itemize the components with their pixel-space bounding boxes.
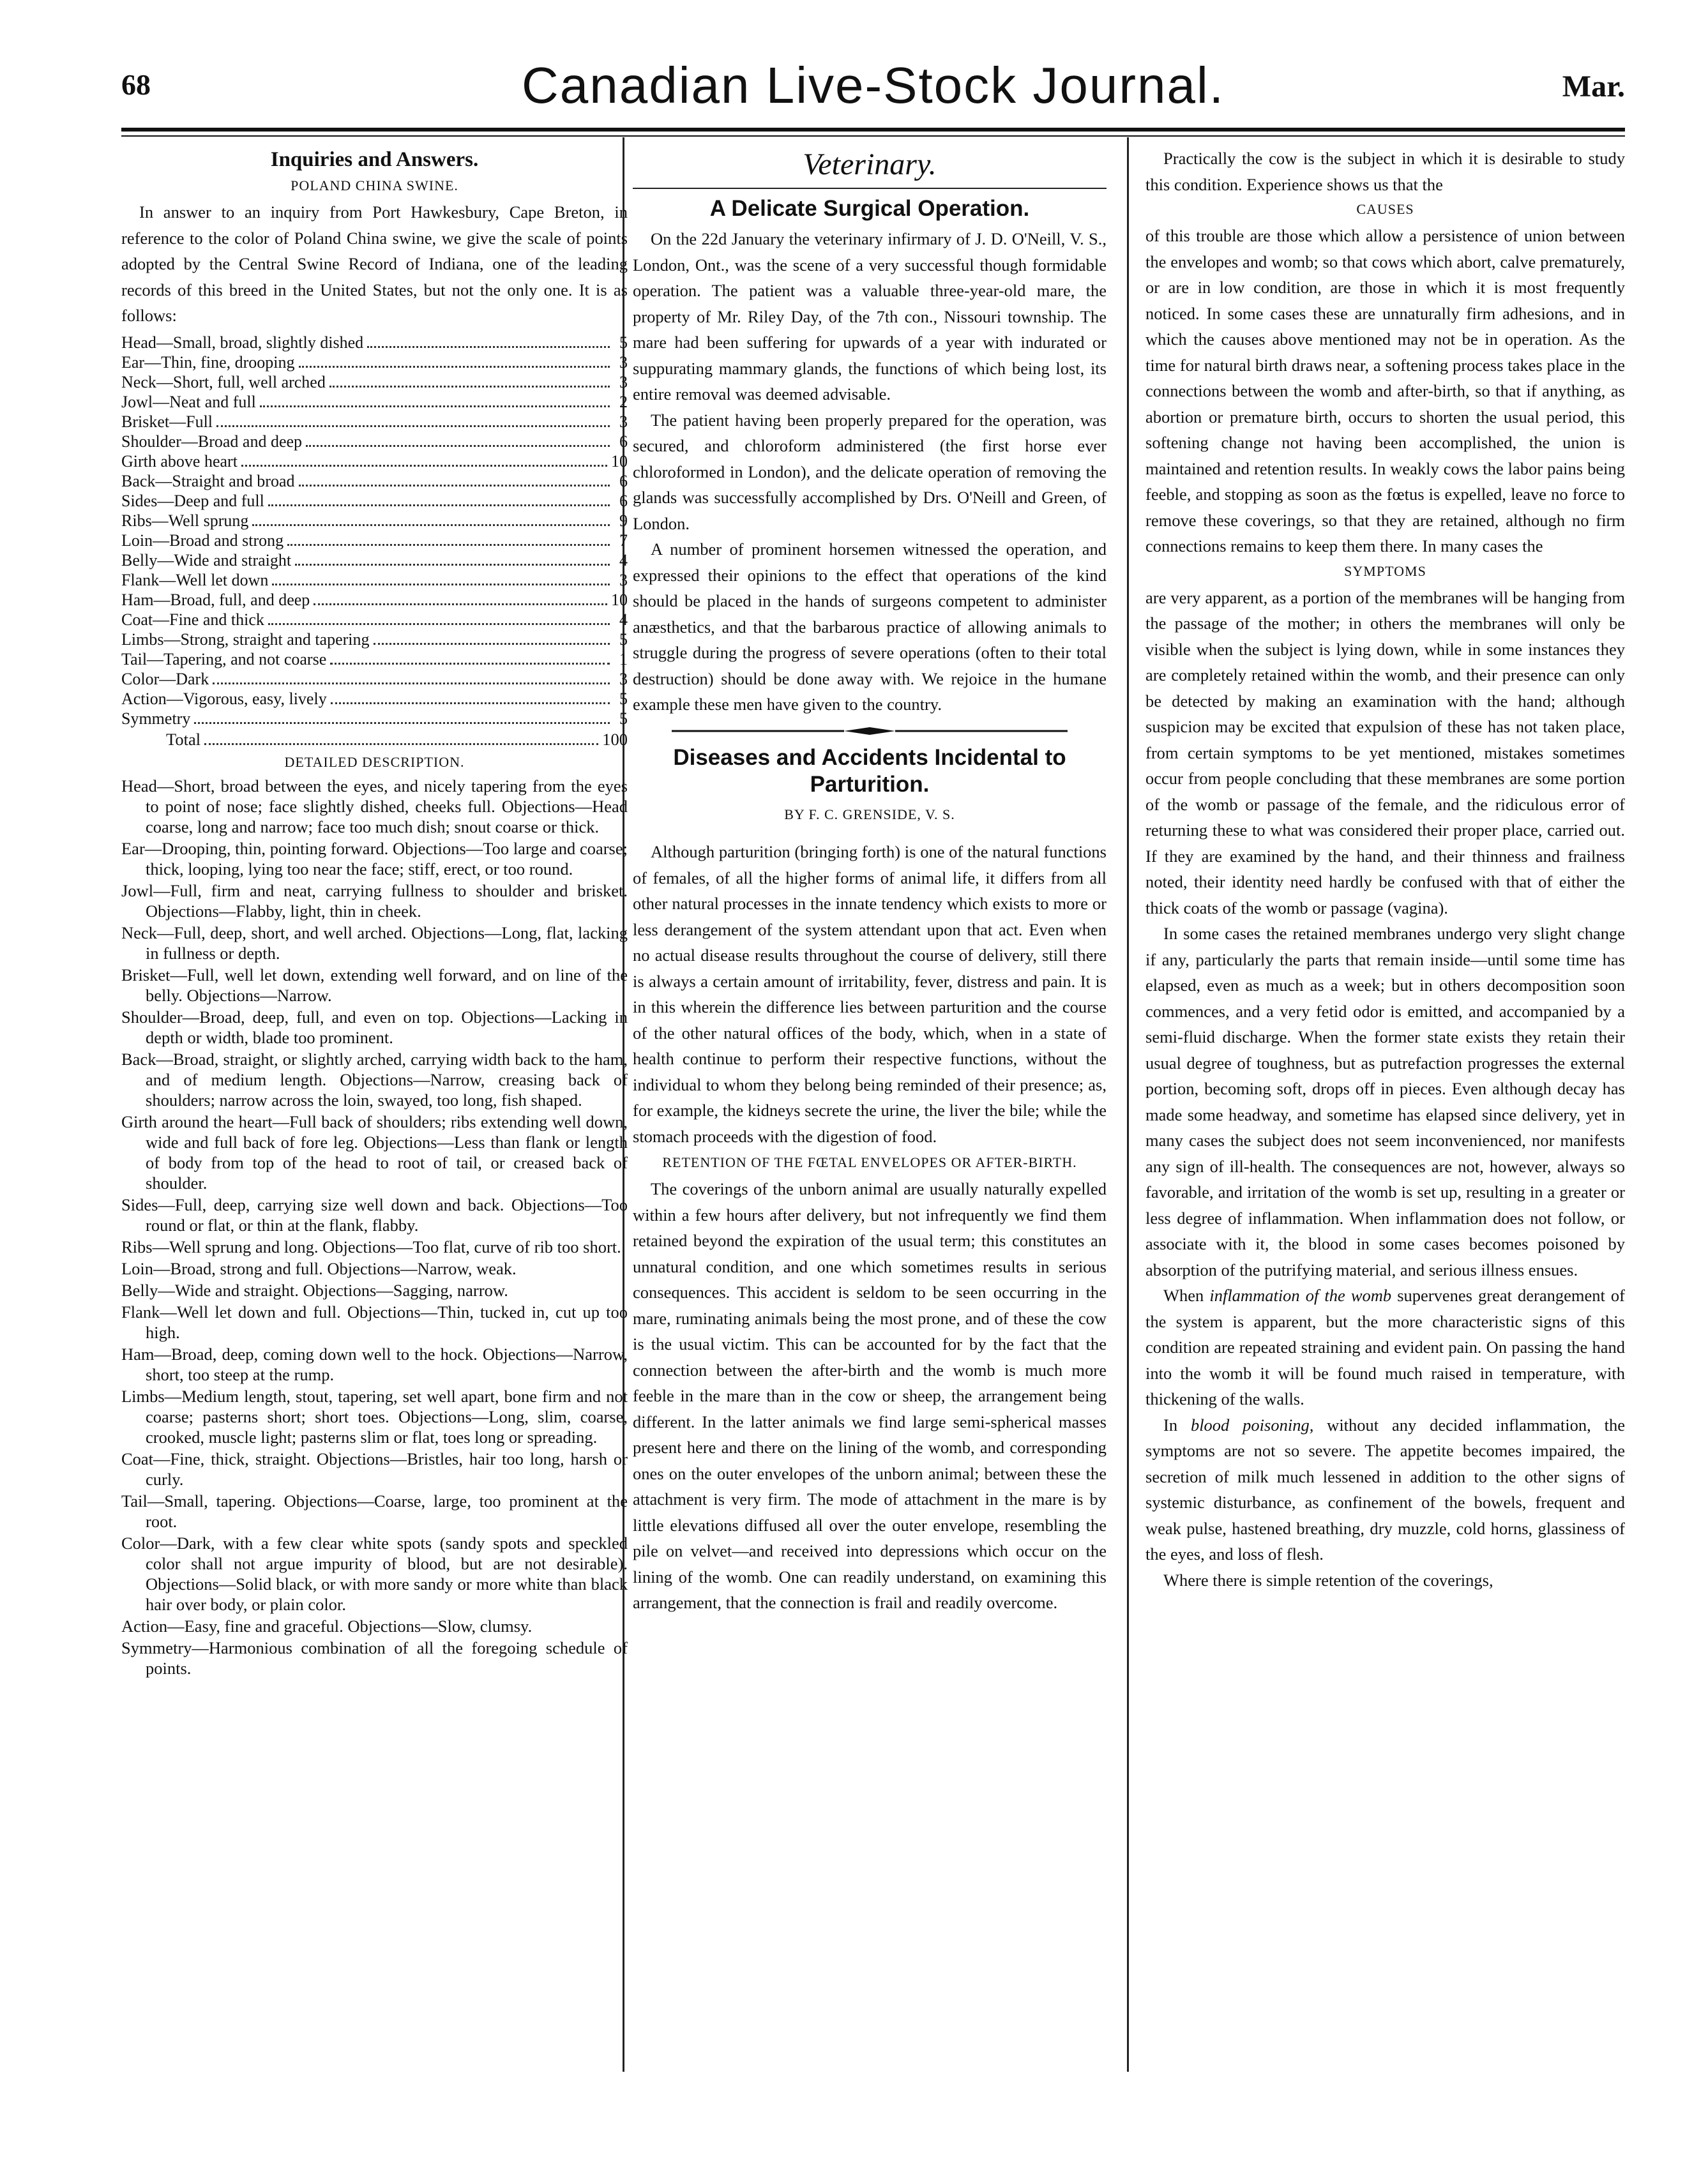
dot-leader — [306, 445, 610, 447]
scale-point-name: Back—Straight and broad — [121, 471, 295, 490]
column-veterinary — [624, 146, 1115, 1616]
ornament-rule-icon — [672, 727, 1068, 735]
detailed-item: Color—Dark, with a few clear white spots (sandy spots and speckled color shall not argue impurity of blood, but are not desirable). Objections—Solid black, or with more sandy or more white than black hair over body, or plain color. — [121, 1533, 628, 1614]
scale-row — [121, 570, 628, 590]
dot-leader — [287, 544, 610, 546]
scale-row — [121, 630, 628, 649]
issue-month: Mar. — [1562, 70, 1625, 103]
detailed-item: Girth around the heart—Full back of shoulders; ribs extending well down, wide and full back of fore leg. Objections—Less than flank or length of body from top of the head to root of tail, or creased back of shoulder. — [121, 1112, 628, 1193]
scale-point-name: Color—Dark — [121, 669, 209, 688]
operation-paragraph-1: On the 22d January the veterinary infirmary of J. D. O'Neill, V. S., London, Ont., was the scene of a very successful though formidable operation. The patient was a valuable three-year-old mare, the property of Mr. Riley Day, of the 7th con., Nissouri township. The mare had been suffering for upwards of a year with indurated or suppurating mammary glands, the functions of which being lost, its entire removal was deemed advisable. — [633, 229, 1107, 403]
dot-leader — [367, 346, 610, 348]
inflammation-text: supervenes great derangement of the system is apparent, but the more characteristic signs of this condition are repeated straining and evident pain. On passing the hand into the womb it will be found much raised in temperature, with thickening of the walls. — [1145, 1286, 1626, 1408]
scale-point-value: 10 — [611, 590, 628, 609]
detailed-item: Shoulder—Broad, deep, full, and even on top. Objections—Lacking in depth or width, blade too prominent. — [121, 1007, 628, 1047]
dot-leader — [329, 386, 610, 388]
dot-leader — [213, 682, 610, 684]
detailed-item: Brisket—Full, well let down, extending well forward, and on line of the belly. Objections—Narrow. — [121, 965, 628, 1005]
detailed-item: Back—Broad, straight, or slightly arched, carrying width back to the ham, and of medium length. Objections—Narrow, creasing back of shoulders; narrow across the loin, swayed, too long, fish shaped. — [121, 1049, 628, 1110]
inflammation-paragraph — [1145, 1283, 1625, 1412]
column-parturition-continued — [1137, 146, 1625, 1593]
blood-poisoning-text: without any decided inflammation, the symptoms are not so severe. The appetite becomes impaired, the secretion of milk much lessened in addition to the other signs of systemic disturbance, as confinement of the bowels, frequent and weak pulse, hastened breathing, dry muzzle, cold horns, glassiness of the eyes, and loss of flesh. — [1145, 1415, 1626, 1564]
scale-point-value: 5 — [619, 333, 628, 352]
detailed-item: Flank—Well let down and full. Objections—Thin, tucked in, cut up too high. — [121, 1302, 628, 1342]
scale-point-value: 3 — [619, 669, 628, 688]
detailed-item: Neck—Full, deep, short, and well arched. Objections—Long, flat, lacking in fullness or depth. — [121, 923, 628, 963]
scale-point-value: 5 — [619, 709, 628, 728]
scale-point-name: Ribs—Well sprung — [121, 511, 249, 530]
inflammation-lead: When — [1163, 1286, 1210, 1305]
scale-point-value: 6 — [619, 491, 628, 510]
article-title-operation: A Delicate Surgical Operation. — [709, 196, 1030, 221]
total-label: Total — [166, 729, 201, 749]
dot-leader — [194, 722, 610, 724]
scale-row — [121, 689, 628, 709]
causes-heading: CAUSES — [1356, 201, 1414, 217]
scale-point-name: Ham—Broad, full, and deep — [121, 590, 310, 609]
scale-row — [121, 352, 628, 372]
dot-leader — [216, 425, 610, 427]
dot-leader — [314, 603, 607, 605]
operation-paragraph-3: A number of prominent horsemen witnessed the operation, and expressed their opinions to the effect that operations of the kind should be placed in the hands of surgeons competent to administer anæsthetics, and that the barbarous practice of allowing animals to struggle during the progress of severe operations (often to their total destruction) should be done away with. We rejoice in the humane example these men have given to the country. — [633, 539, 1107, 714]
detailed-description-list — [121, 776, 628, 1678]
detailed-item: Jowl—Full, firm and neat, carrying fullness to shoulder and brisket. Objections—Flabby, light, thin in cheek. — [121, 880, 628, 921]
dot-leader — [252, 524, 610, 526]
scale-point-name: Head—Small, broad, slightly dished — [121, 333, 364, 352]
dot-leader — [272, 584, 610, 585]
scale-row — [121, 590, 628, 610]
inquiry-intro: In answer to an inquiry from Port Hawkesbury, Cape Breton, in reference to the color of Poland China swine, we give the scale of points adopted by the Central Swine Record of Indiana, one of the leading records of this breed in the United States, but not the only one. It is as follows: — [121, 202, 628, 325]
scale-point-name: Girth above heart — [121, 451, 238, 471]
ornament-divider — [633, 720, 1107, 739]
scale-point-name: Tail—Tapering, and not coarse — [121, 649, 327, 668]
scale-point-name: Action—Vigorous, easy, lively — [121, 689, 327, 708]
scale-point-name: Coat—Fine and thick — [121, 610, 264, 629]
scale-row — [121, 412, 628, 432]
dot-leader — [268, 504, 610, 506]
scale-point-value: 5 — [619, 630, 628, 649]
journal-title: Canadian Live-Stock Journal. — [521, 57, 1225, 114]
detailed-item: Head—Short, broad between the eyes, and nicely tapering from the eyes to point of nose; face slightly dished, cheeks full. Objections—Head coarse, long and narrow; face too much dish; snout coarse or thick. — [121, 776, 628, 836]
detailed-item: Sides—Full, deep, carrying size well down and back. Objections—Too round or flat, or thin at the flank, flabby. — [121, 1195, 628, 1235]
symptoms-heading: SYMPTOMS — [1344, 562, 1426, 579]
scale-row — [121, 610, 628, 630]
article-title-parturition: Diseases and Accidents Incidental to Parturition. — [673, 744, 1066, 797]
operation-paragraph-2: The patient having been properly prepared for the operation, was secured, and chloroform administered (the first horse ever chloroformed in London), and the delicate operation of removing the glands was successfully accomplished by Drs. O'Neill and Green, of London. — [633, 410, 1107, 533]
detailed-item: Tail—Small, tapering. Objections—Coarse, large, too prominent at the root. — [121, 1491, 628, 1531]
scale-total-row — [121, 728, 628, 750]
scale-point-value: 7 — [619, 531, 628, 550]
detailed-item: Ham—Broad, deep, coming down well to the hock. Objections—Narrow, short, too steep at the rump. — [121, 1344, 628, 1384]
total-value: 100 — [602, 729, 628, 749]
parturition-intro: Although parturition (bringing forth) is one of the natural functions of females, of all the higher forms of animal life, it differs from all other natural processes in the innate tendency which exists to more or less derangement of the system attendant upon that act. Even when no actual disease results throughout the course of delivery, still there is always a certain amount of irritability, fever, distress and pain. It is in this wherein the difference lies between parturition and the course of the other natural offices of the body, which, when in a state of health continue to perform their respective functions, without the individual to whom they belong being reminded of their presence; as, for example, the kidneys secrete the urine, the liver the bile; while the stomach proceeds with the digestion of food. — [633, 842, 1107, 1146]
symptoms-paragraph: are very apparent, as a portion of the membranes will be hanging from the passage of the mother; in others the membranes will only be visible when the subject is lying down, while in some instances they are completely retained within the womb, and their presence can only be detected by making an examination with the hand; although suspicion may be excited that expulsion of these has not taken place, from certain symptoms to be yet mentioned, mistakes sometimes occur from people concluding that these membranes are some portion of the womb or passage of the female, and the ridiculous error of returning these to what was considered their proper place, carried out. If they are examined by the hand, and their thinness and frailness noted, their identity need hardly be confused with that of either the thick coats of the womb or passage (vagina). — [1145, 587, 1625, 917]
scale-point-value: 3 — [619, 352, 628, 372]
blood-poisoning-term: blood poisoning, — [1190, 1415, 1314, 1435]
blood-poisoning-paragraph — [1145, 1412, 1625, 1567]
detailed-item: Belly—Wide and straight. Objections—Sagging, narrow. — [121, 1280, 508, 1300]
detailed-item: Ear—Drooping, thin, pointing forward. Objections—Too large and coarse; thick, looping, lying too near the face; stiff, erect, or too round. — [121, 838, 628, 878]
scale-row — [121, 709, 628, 728]
scale-point-value: 9 — [619, 511, 628, 530]
detailed-item: Symmetry—Harmonious combination of all the foregoing schedule of points. — [121, 1638, 628, 1678]
header-rule-thick — [121, 128, 1625, 132]
scale-row — [121, 333, 628, 352]
scale-point-value: 1 — [619, 649, 628, 668]
scale-row — [121, 432, 628, 451]
column-divider-2 — [1127, 137, 1129, 2072]
scale-point-value: 10 — [611, 451, 628, 471]
scale-point-value: 6 — [619, 471, 628, 490]
detailed-item: Coat—Fine, thick, straight. Objections—Bristles, hair too long, harsh or curly. — [121, 1449, 628, 1489]
scale-of-points — [121, 333, 628, 728]
header-rule-thin — [121, 135, 1625, 137]
scale-point-name: Shoulder—Broad and deep — [121, 432, 303, 451]
scale-point-name: Loin—Broad and strong — [121, 531, 284, 550]
detailed-item: Ribs—Well sprung and long. Objections—Too flat, curve of rib too short. — [121, 1237, 621, 1256]
total-leader — [204, 743, 598, 745]
detailed-item: Action—Easy, fine and graceful. Objections—Slow, clumsy. — [121, 1616, 533, 1636]
scale-point-name: Symmetry — [121, 709, 191, 728]
scale-point-value: 5 — [619, 689, 628, 708]
scale-point-value: 4 — [619, 550, 628, 569]
blood-poisoning-lead: In — [1163, 1415, 1191, 1435]
dot-leader — [299, 366, 610, 368]
section-rule — [633, 188, 1107, 189]
detailed-item: Limbs—Medium length, stout, tapering, set well apart, bone firm and not coarse; pasterns short; short toes. Objections—Long, slim, coarse, crooked, muscle light; pasterns slim or flat, toes long or spreading. — [121, 1386, 628, 1447]
scale-row — [121, 669, 628, 689]
scale-point-value: 3 — [619, 372, 628, 391]
dot-leader — [241, 465, 607, 467]
retention-heading: RETENTION OF THE FŒTAL ENVELOPES OR AFTER-BIRTH. — [662, 1154, 1077, 1170]
simple-retention-paragraph: Where there is simple retention of the coverings, — [1163, 1570, 1493, 1590]
detailed-item: Loin—Broad, strong and full. Objections—Narrow, weak. — [121, 1258, 517, 1278]
dot-leader — [268, 623, 610, 625]
dot-leader — [295, 564, 610, 566]
scale-point-value: 6 — [619, 432, 628, 451]
scale-point-value: 2 — [619, 392, 628, 411]
continued-paragraph-1: Practically the cow is the subject in which it is desirable to study this condition. Experience shows us that the — [1145, 149, 1625, 194]
scale-row — [121, 491, 628, 511]
scale-row — [121, 550, 628, 570]
scale-row — [121, 531, 628, 550]
dot-leader — [374, 643, 610, 645]
scale-row — [121, 451, 628, 471]
detailed-heading: DETAILED DESCRIPTION. — [284, 753, 465, 770]
scale-point-name: Flank—Well let down — [121, 570, 269, 589]
dot-leader — [331, 702, 610, 704]
scale-row — [121, 392, 628, 412]
inflammation-term: inflammation of the womb — [1209, 1286, 1392, 1305]
scale-point-name: Limbs—Strong, straight and tapering — [121, 630, 370, 649]
column-inquiries — [121, 146, 635, 1680]
scale-row — [121, 511, 628, 531]
dot-leader — [260, 405, 610, 407]
scale-point-name: Brisket—Full — [121, 412, 213, 431]
dot-leader — [299, 485, 610, 486]
inquiry-subtitle: POLAND CHINA SWINE. — [291, 177, 458, 193]
section-title-inquiries: Inquiries and Answers. — [270, 148, 479, 171]
article-byline: BY F. C. GRENSIDE, V. S. — [784, 806, 955, 822]
decomposition-paragraph: In some cases the retained membranes undergo very slight change if any, particularly the parts that remain inside—until some time has elapsed, even as much as a week; but in others decomposition soon commences, and a very fetid odor is emitted, and accompanied by a semi-fluid discharge. When the former state exists they retain their usual degree of toughness, but as putrefaction progresses the external portion, becoming soft, drops off in pieces. Even although decay has made some headway, and sometime has elapsed since delivery, yet in many cases the subject does not seem inconvenienced, nor manifests any sign of ill-health. The consequences are not, however, always so favorable, and irritation of the womb is set up, resulting in a greater or less degree of inflammation. When inflammation does not follow, or associate with it, the blood in some cases becomes poisoned by absorption of the putrifying material, and serious illness ensues. — [1145, 924, 1625, 1279]
scale-row — [121, 471, 628, 491]
scale-row — [121, 372, 628, 392]
scale-point-value: 4 — [619, 610, 628, 629]
scale-point-name: Sides—Deep and full — [121, 491, 264, 510]
scale-point-name: Neck—Short, full, well arched — [121, 372, 326, 391]
retention-paragraph: The coverings of the unborn animal are usually naturally expelled within a few hours after delivery, but not infrequently we find them retained beyond the expiration of the usual term; this constitutes an unnatural condition, and one which sometimes results in serious consequences. This accident is seldom to be seen occurring in the mare, ruminating animals being the most prone, and of these the cow is the usual victim. This can be accounted for by the fact that the connection between the after-birth and the womb is much more feeble in the mare than in the cow or sheep, the arrangement being different. In the latter animals we find large semi-spherical masses present here and there on the lining of the womb, and corresponding ones on the outer envelopes of the unborn animal; between these the attachment is very firm. The mode of attachment in the mare is by little elevations diffused all over the outer envelope, resembling the pile on velvet—and received into depressions which occur on the lining of the womb. One can readily understand, on examining this arrangement, that the connection is frail and readily overcome. — [633, 1179, 1107, 1612]
scale-point-name: Jowl—Neat and full — [121, 392, 256, 411]
scale-point-name: Ear—Thin, fine, drooping — [121, 352, 295, 372]
dot-leader — [330, 663, 610, 665]
causes-paragraph: of this trouble are those which allow a persistence of union between the envelopes and womb; so that cows which abort, calve prematurely, or are in low condition, are those in which it is most frequently noticed. In some cases these are unnaturally firm adhesions, and in which the causes above mentioned may not be in operation. As the time for natural birth draws near, a softening process takes place in the connections between the womb and after-birth, so that if anything, as abortion or premature birth, occurs to shorten the usual period, this softening change not having been accomplished, the union is maintained and retention results. In weakly cows the labor pains being feeble, and stopping as soon as the fœtus is expelled, leave no force to remove these coverings, so that they are retained, although no firm connections remains to keep them there. In many cases the — [1145, 226, 1625, 555]
scale-row — [121, 649, 628, 669]
scale-point-value: 3 — [619, 412, 628, 431]
page-number: 68 — [121, 68, 151, 101]
section-title-veterinary: Veterinary. — [803, 147, 937, 181]
scale-point-name: Belly—Wide and straight — [121, 550, 292, 569]
page-header — [121, 56, 1625, 126]
scale-point-value: 3 — [619, 570, 628, 589]
